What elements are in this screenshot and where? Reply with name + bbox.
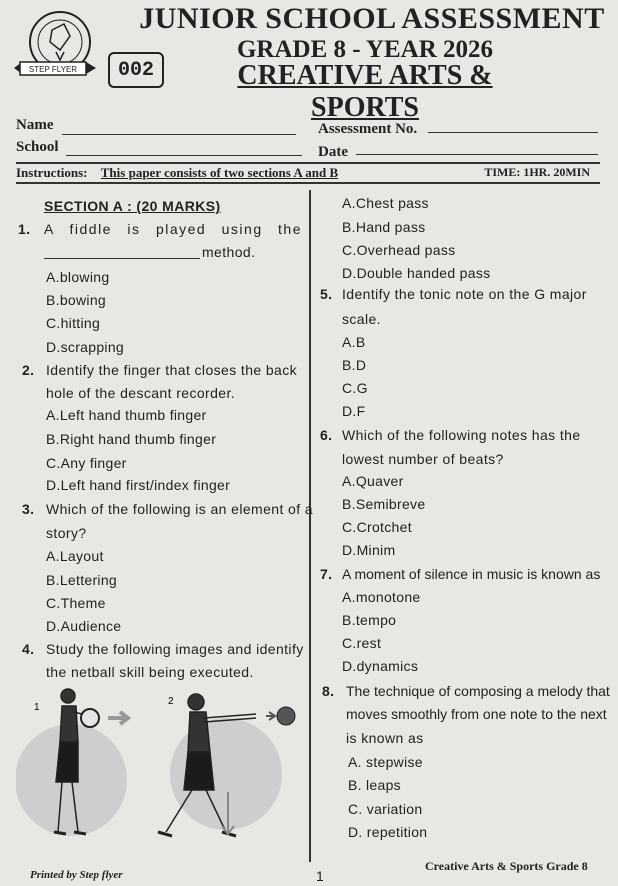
q1-text-a: A fiddle is played using the [44,221,302,237]
q7-option-a[interactable]: A.monotone [342,589,421,605]
q3-option-d[interactable]: D.Audience [46,618,122,634]
q5-number: 5. [320,286,333,302]
q7-number: 7. [320,566,333,582]
school-label: School [16,139,59,155]
q6-option-c[interactable]: C.Crotchet [342,519,412,535]
q7-option-d[interactable]: D.dynamics [342,658,419,674]
q4-text-a: Study the following images and identify [46,641,304,657]
q5-option-c[interactable]: C.G [342,380,368,396]
section-title: SECTION A : (20 MARKS) [44,198,221,214]
time-label: TIME: 1HR. 20MIN [484,165,590,179]
q8-text-a: The technique of composing a melody that [346,683,610,699]
assessment-no-line[interactable] [428,118,598,133]
q1-number: 1. [18,221,31,237]
logo-label: STEP FLYER [28,65,78,74]
q7-text-a: A moment of silence in music is known as [342,566,601,582]
q1-option-d[interactable]: D.scrapping [46,339,125,355]
q5-option-b[interactable]: B.D [342,357,367,373]
q8-text-c: is known as [346,730,424,746]
q3-option-b[interactable]: B.Lettering [46,572,118,588]
q8-option-b[interactable]: B. leaps [348,777,401,793]
netball-icon [81,709,99,727]
assessment-no-label: Assessment No. [318,121,418,137]
q4-option-c[interactable]: C.Overhead pass [342,242,456,258]
q5-text-a: Identify the tonic note on the G major [342,286,587,302]
instructions-rule [16,182,600,184]
q8-option-d[interactable]: D. repetition [348,824,428,840]
q7-option-b[interactable]: B.tempo [342,612,397,628]
q8-option-c[interactable]: C. variation [348,801,423,817]
q4-number: 4. [22,641,35,657]
q6-text-a: Which of the following notes has the [342,427,581,443]
instructions [16,165,600,181]
paper-code-badge: 002 [108,52,164,88]
q6-text-b: lowest number of beats? [342,451,504,467]
page-number: 1 [316,868,324,884]
image-2-number: 2 [168,696,174,707]
q2-text-b: hole of the descant recorder. [46,385,236,401]
q3-option-a[interactable]: A.Layout [46,548,104,564]
q2-text-a: Identify the finger that closes the back [46,362,298,378]
instructions-label: Instructions: [16,165,88,180]
netball-pass-illustration [16,682,306,852]
q2-option-d[interactable]: D.Left hand first/index finger [46,477,231,493]
arrow-right-icon [108,712,128,724]
q8-text-b: moves smoothly from one note to the next [346,706,607,722]
q4-option-d[interactable]: D.Double handed pass [342,265,491,281]
instructions-text: This paper consists of two sections A and B [100,165,339,180]
q2-option-a[interactable]: A.Left hand thumb finger [46,407,207,423]
q6-option-d[interactable]: D.Minim [342,542,396,558]
q4-text-b: the netball skill being executed. [46,664,254,680]
q4-option-b[interactable]: B.Hand pass [342,219,426,235]
date-line[interactable] [356,140,598,155]
q3-number: 3. [22,501,35,517]
q2-option-c[interactable]: C.Any finger [46,455,127,471]
q1-blank [44,258,200,259]
q1-option-b[interactable]: B.bowing [46,292,106,308]
q1-text-b: method. [202,244,256,260]
q6-option-b[interactable]: B.Semibreve [342,496,426,512]
school-line[interactable] [66,141,302,156]
q3-text-a: Which of the following is an element of a [46,501,313,517]
subject-title: CREATIVE ARTS & SPORTS [237,60,493,123]
footer-printer: Printed by Step flyer [30,869,123,881]
arrow-right-small-icon [266,712,275,720]
q3-text-b: story? [46,525,87,541]
q2-number: 2. [22,362,35,378]
q1-option-c[interactable]: C.hitting [46,315,101,331]
q8-number: 8. [322,683,335,699]
q5-option-d[interactable]: D.F [342,403,366,419]
column-divider [309,190,311,862]
q5-text-b: scale. [342,311,381,327]
name-line[interactable] [62,120,296,135]
q1-option-a[interactable]: A.blowing [46,269,110,285]
image-1-number: 1 [34,702,40,713]
top-rule [16,162,600,164]
q6-option-a[interactable]: A.Quaver [342,473,404,489]
grade-title: GRADE 8 - YEAR 2026 [236,36,494,63]
q2-option-b[interactable]: B.Right hand thumb finger [46,431,217,447]
netball-icon-2 [277,707,295,725]
date-label: Date [318,144,348,160]
q8-option-a[interactable]: A. stepwise [348,754,423,770]
q5-option-a[interactable]: A.B [342,334,366,350]
step-flyer-logo [12,6,98,86]
q4-option-a[interactable]: A.Chest pass [342,195,429,211]
q6-number: 6. [320,427,333,443]
q3-option-c[interactable]: C.Theme [46,595,106,611]
name-label: Name [16,117,54,133]
q7-option-c[interactable]: C.rest [342,635,382,651]
page-title: JUNIOR SCHOOL ASSESSMENT [139,2,605,35]
footer-subject: Creative Arts & Sports Grade 8 [425,859,588,873]
